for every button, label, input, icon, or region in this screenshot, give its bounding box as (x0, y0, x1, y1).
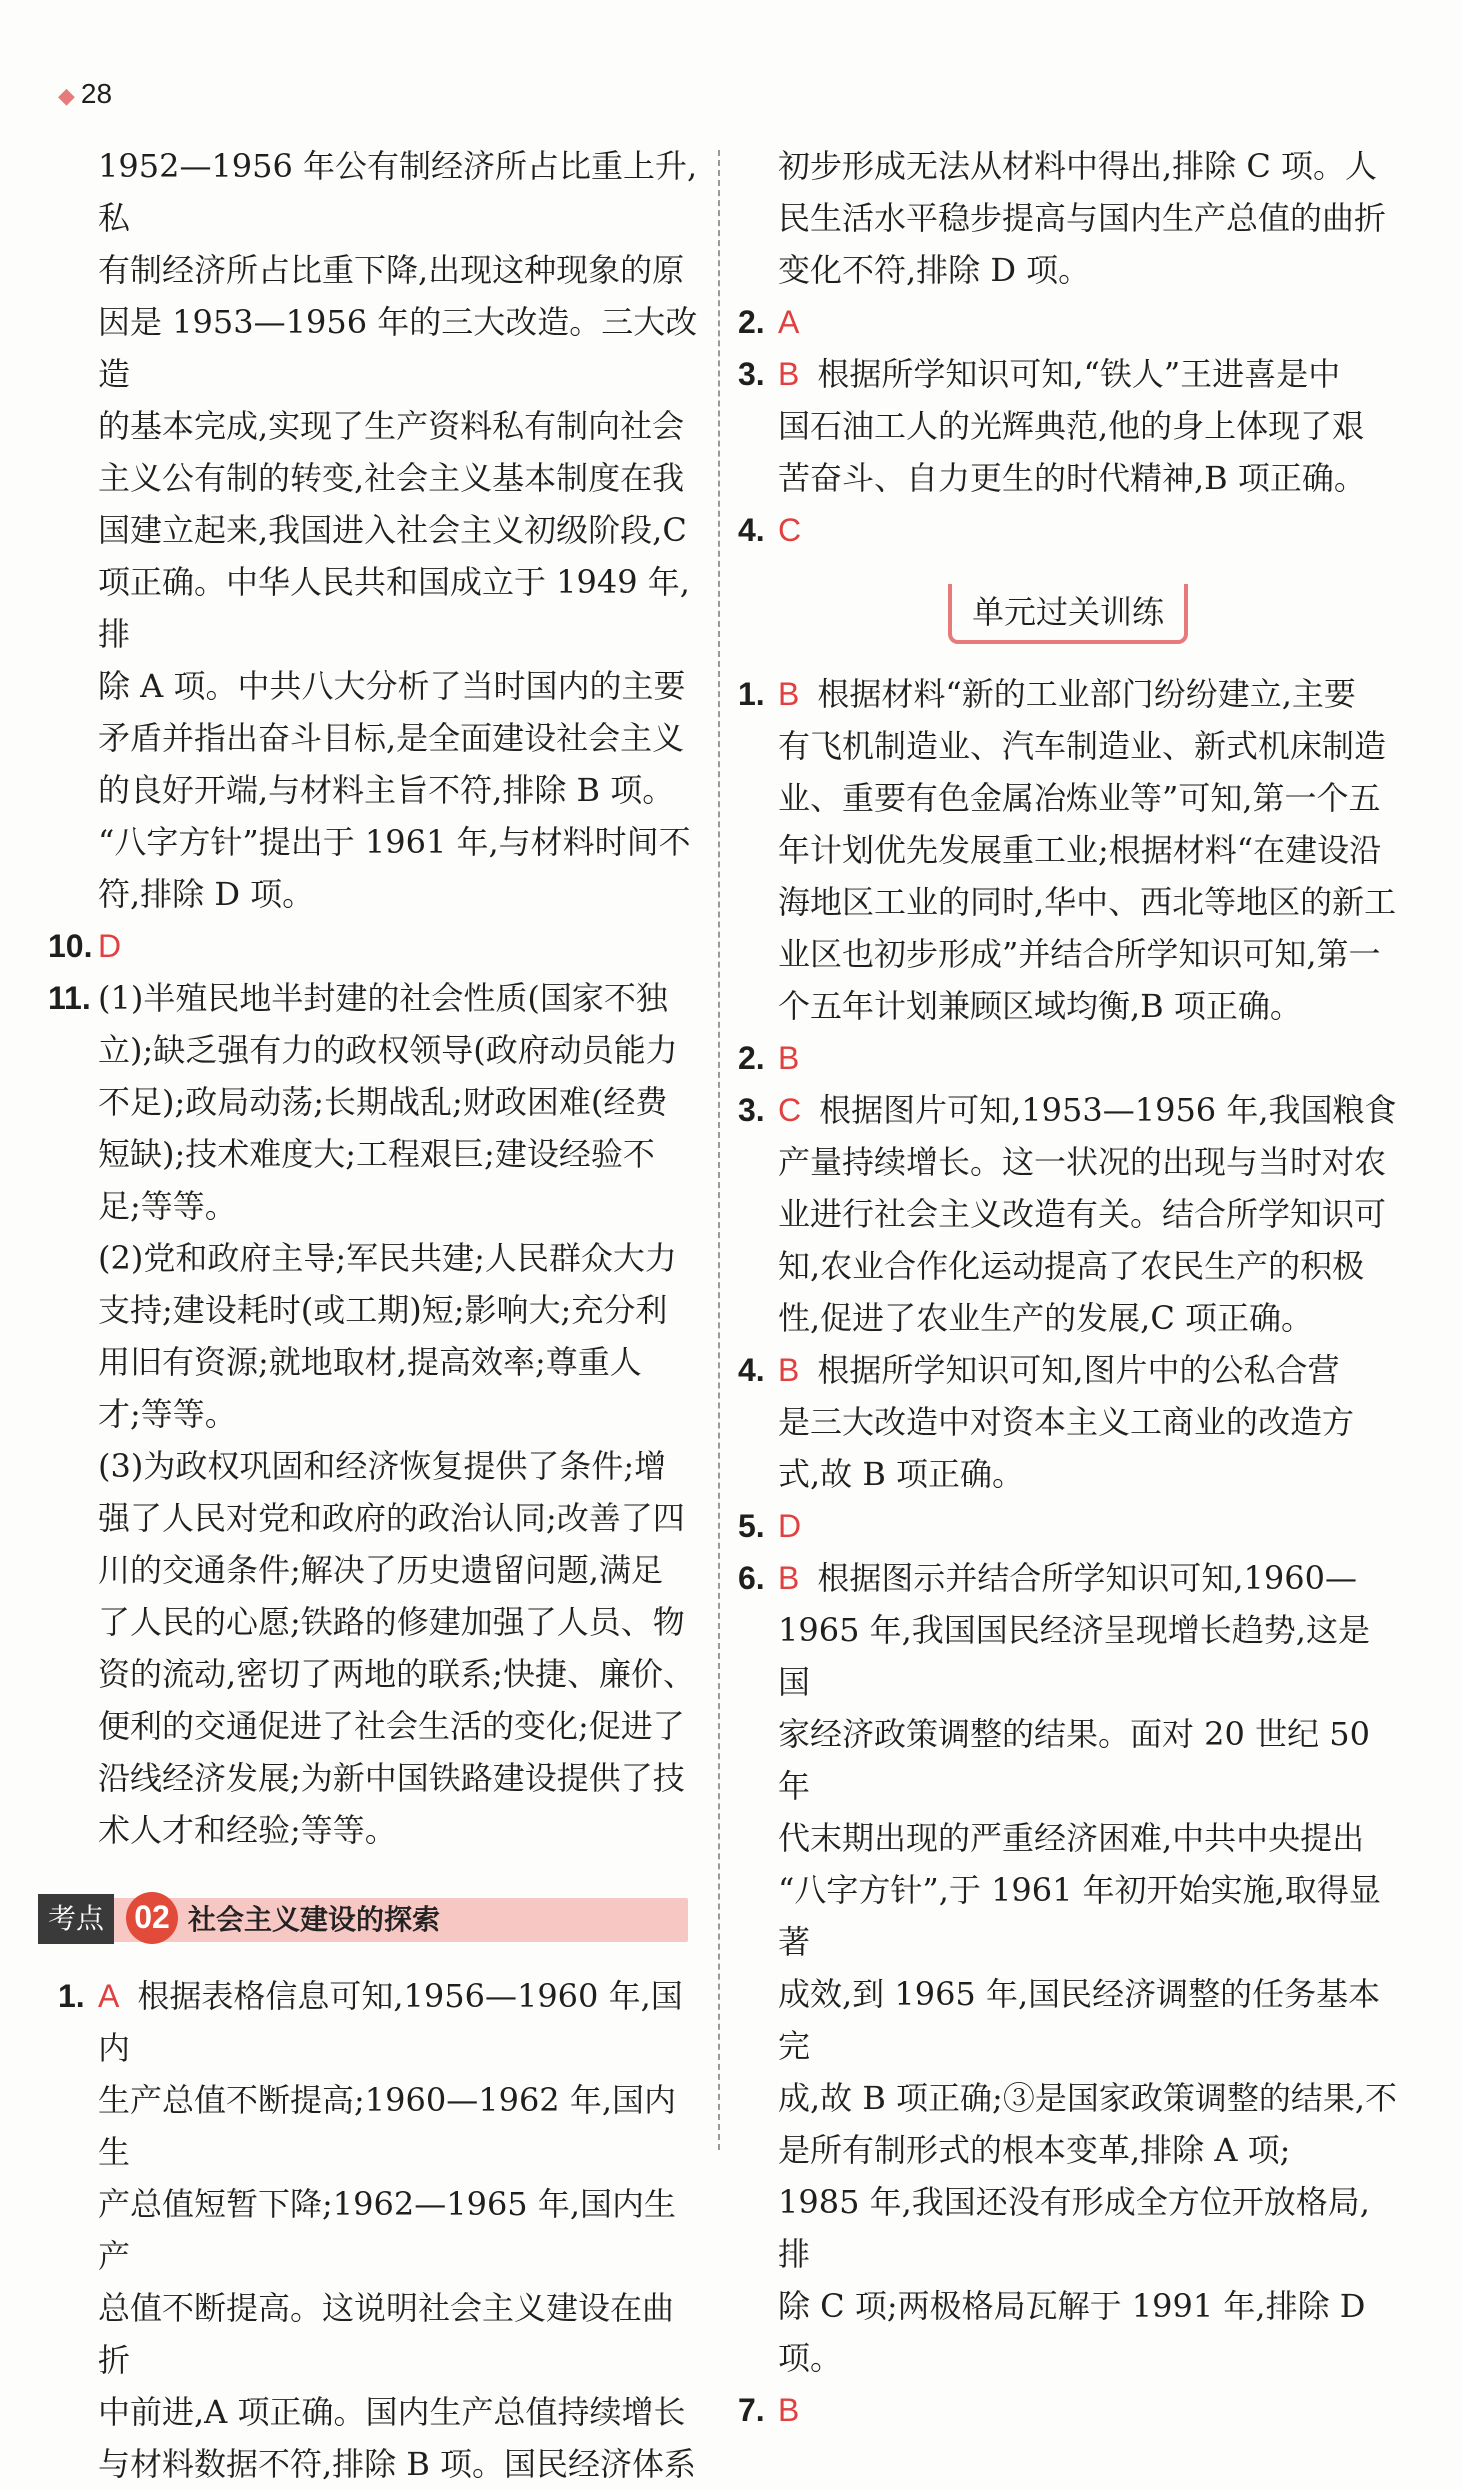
text-line: 不足);政局动荡;长期战乱;财政困难(经费 (98, 1083, 668, 1121)
text-line: 变化不符,排除 D 项。 (778, 251, 1091, 289)
answer-item (48, 972, 698, 1856)
answer-item (738, 1344, 1398, 1500)
text-line: 资的流动,密切了两地的联系;快捷、廉价、 (98, 1655, 695, 1693)
item-number: 2. (738, 304, 765, 340)
text-line: 川的交通条件;解决了历史遗留问题,满足 (98, 1551, 663, 1589)
text-line: 短缺);技术难度大;工程艰巨;建设经验不 (98, 1135, 655, 1173)
text-line: 强了人民对党和政府的政治认同;改善了四 (98, 1499, 685, 1537)
text-line: 有飞机制造业、汽车制造业、新式机床制造 (778, 727, 1387, 765)
answer-letter: A (98, 1978, 120, 2014)
diamond-icon: ◆ (58, 83, 75, 108)
text-line: 的基本完成,实现了生产资料私有制向社会 (98, 407, 685, 445)
text-line: 业区也初步形成”并结合所学知识可知,第一 (778, 935, 1381, 973)
item-number: 1. (738, 676, 765, 712)
answer-item (738, 348, 1398, 504)
text-line: 根据材料“新的工业部门纷纷建立,主要 (817, 675, 1356, 713)
answer-item (48, 920, 698, 972)
text-line: 根据表格信息可知,1956—1960 年,国内 (98, 1977, 683, 2067)
text-line: 1985 年,我国还没有形成全方位开放格局,排 (778, 2183, 1370, 2273)
text-line: 有制经济所占比重下降,出现这种现象的原 (98, 251, 685, 289)
text-line: 的良好开端,与材料主旨不符,排除 B 项。 (98, 771, 675, 809)
answer-item (738, 2384, 1398, 2436)
answer-item (738, 504, 1398, 556)
text-line: 中前进,A 项正确。国内生产总值持续增长 (98, 2393, 686, 2431)
answer-item (738, 1500, 1398, 1552)
answer-item (58, 1970, 698, 2490)
text-line: 根据所学知识可知,“铁人”王进喜是中 (817, 355, 1341, 393)
text-line: 民生活水平稳步提高与国内生产总值的曲折 (778, 199, 1387, 237)
text-line: 足;等等。 (98, 1187, 237, 1225)
answer-letter: B (778, 1352, 800, 1388)
answer-item (738, 1552, 1398, 2384)
continued-paragraph (738, 140, 1398, 296)
text-line: 1952—1956 年公有制经济所占比重上升,私 (98, 147, 698, 237)
text-line: 因是 1953—1956 年的三大改造。三大改造 (98, 303, 698, 393)
text-line: 成,故 B 项正确;③是国家政策调整的结果,不 (778, 2079, 1397, 2117)
unit-title: 单元过关训练 (738, 584, 1398, 644)
item-number: 7. (738, 2392, 765, 2428)
text-line: 除 C 项;两极格局瓦解于 1991 年,排除 D 项。 (778, 2287, 1366, 2377)
text-line: 用旧有资源;就地取材,提高效率;尊重人 (98, 1343, 642, 1381)
item-number: 1. (58, 1978, 85, 2014)
text-line: 术人才和经验;等等。 (98, 1811, 397, 1849)
text-line: 项正确。中华人民共和国成立于 1949 年,排 (98, 563, 690, 653)
answer-letter: D (778, 1508, 802, 1544)
answer-letter: A (778, 304, 800, 340)
item-number: 11. (48, 980, 91, 1016)
text-line: (3)为政权巩固和经济恢复提供了条件;增 (98, 1447, 667, 1485)
item-number: 5. (738, 1508, 765, 1544)
text-line: 家经济政策调整的结果。面对 20 世纪 50 年 (778, 1715, 1370, 1805)
item-number: 3. (738, 1092, 765, 1128)
section-header (38, 1892, 698, 1946)
answer-item (738, 1084, 1398, 1344)
text-line: 主义公有制的转变,社会主义基本制度在我 (98, 459, 685, 497)
text-line: 根据所学知识可知,图片中的公私合营 (817, 1351, 1340, 1389)
text-line: (2)党和政府主导;军民共建;人民群众大力 (98, 1239, 677, 1277)
text-line: 根据图片可知,1953—1956 年,我国粮食 (819, 1091, 1397, 1129)
item-number: 4. (738, 512, 765, 548)
section-number-badge: 02 (126, 1892, 178, 1944)
text-line: 便利的交通促进了社会生活的变化;促进了 (98, 1707, 685, 1745)
text-line: 代末期出现的严重经济困难,中共中央提出 (778, 1819, 1365, 1857)
text-line: 是所有制形式的根本变革,排除 A 项; (778, 2131, 1291, 2169)
text-line: 才;等等。 (98, 1395, 237, 1433)
text-line: 年计划优先发展重工业;根据材料“在建设沿 (778, 831, 1382, 869)
answer-letter: C (778, 1092, 802, 1128)
answer-letter: B (778, 2392, 800, 2428)
column-divider (718, 150, 720, 2150)
text-line: 矛盾并指出奋斗目标,是全面建设社会主义 (98, 719, 685, 757)
text-line: 是三大改造中对资本主义工商业的改造方 (778, 1403, 1355, 1441)
text-line: 了人民的心愿;铁路的修建加强了人员、物 (98, 1603, 685, 1641)
intro-paragraph (58, 140, 698, 920)
text-line: 沿线经济发展;为新中国铁路建设提供了技 (98, 1759, 685, 1797)
text-line: 除 A 项。中共八大分析了当时国内的主要 (98, 667, 686, 705)
answer-letter: B (778, 676, 800, 712)
answer-letter: D (98, 928, 122, 964)
text-line: “八字方针”,于 1961 年初开始实施,取得显著 (778, 1871, 1381, 1961)
answer-item (738, 1032, 1398, 1084)
text-line: 个五年计划兼顾区域均衡,B 项正确。 (778, 987, 1302, 1025)
section-title: 社会主义建设的探索 (188, 1903, 441, 1936)
text-line: 与材料数据不符,排除 B 项。国民经济体系 (98, 2445, 697, 2483)
text-line: 支持;建设耗时(或工期)短;影响大;充分利 (98, 1291, 668, 1329)
answer-letter: B (778, 1560, 800, 1596)
item-number: 3. (738, 356, 765, 392)
answer-letter: C (778, 512, 802, 548)
left-column (48, 140, 698, 2490)
text-line: 产量持续增长。这一状况的出现与当时对农 (778, 1143, 1387, 1181)
answer-letter: B (778, 356, 800, 392)
text-line: 国石油工人的光辉典范,他的身上体现了艰 (778, 407, 1365, 445)
text-line: 式,故 B 项正确。 (778, 1455, 1025, 1493)
text-line: 海地区工业的同时,华中、西北等地区的新工 (778, 883, 1397, 921)
text-line: 业、重要有色金属冶炼业等”可知,第一个五 (778, 779, 1381, 817)
text-line: 苦奋斗、自力更生的时代精神,B 项正确。 (778, 459, 1366, 497)
text-line: 符,排除 D 项。 (98, 875, 315, 913)
text-line: 生产总值不断提高;1960—1962 年,国内生 (98, 2081, 677, 2171)
answer-item (738, 668, 1398, 1032)
item-number: 2. (738, 1040, 765, 1076)
text-line: 产总值短暂下降;1962—1965 年,国内生产 (98, 2185, 677, 2275)
text-line: 立);缺乏强有力的政权领导(政府动员能力 (98, 1031, 678, 1069)
text-line: 初步形成无法从材料中得出,排除 C 项。人 (778, 147, 1378, 185)
text-line: 业进行社会主义改造有关。结合所学知识可 (778, 1195, 1387, 1233)
text-line: 1965 年,我国国民经济呈现增长趋势,这是国 (778, 1611, 1370, 1701)
text-line: 总值不断提高。这说明社会主义建设在曲折 (98, 2289, 675, 2379)
item-number: 4. (738, 1352, 765, 1388)
page-number: ◆ 28 (58, 78, 113, 109)
text-line: “八字方针”提出于 1961 年,与材料时间不 (98, 823, 691, 861)
item-number: 6. (738, 1560, 765, 1596)
section-label: 考点 (38, 1894, 114, 1944)
answer-letter: B (778, 1040, 800, 1076)
text-line: 性,促进了农业生产的发展,C 项正确。 (778, 1299, 1314, 1337)
text-line: 知,农业合作化运动提高了农民生产的积极 (778, 1247, 1365, 1285)
text-line: 国建立起来,我国进入社会主义初级阶段,C (98, 511, 687, 549)
text-line: (1)半殖民地半封建的社会性质(国家不独 (98, 979, 668, 1017)
text-line: 根据图示并结合所学知识可知,1960— (817, 1559, 1357, 1597)
answer-item (738, 296, 1398, 348)
item-number: 10. (48, 928, 93, 964)
text-line: 成效,到 1965 年,国民经济调整的任务基本完 (778, 1975, 1381, 2065)
right-column (738, 140, 1398, 2436)
